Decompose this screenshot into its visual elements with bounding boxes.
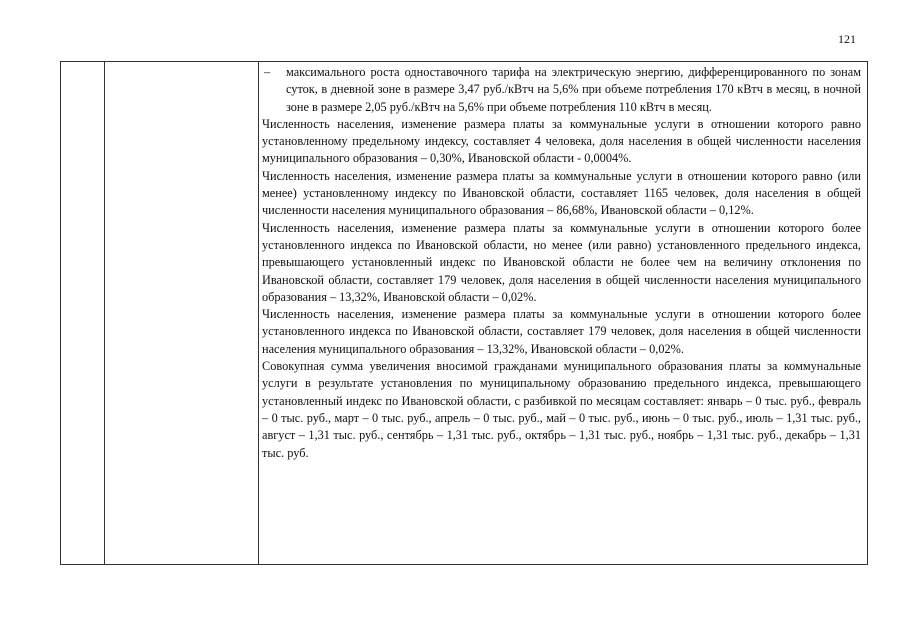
bullet-text: максимального роста одноставочного тарифа на электрическую энергию, дифференцированного по зонам суток, в дневной зоне в размере 3,47 руб./кВтч на 5,6% при объеме потребления 170 кВтч в месяц, в ночной зоне в размере 2,05 руб./кВтч на 5,6% при объеме потребления 110 кВтч в месяц. (286, 65, 861, 114)
paragraph: Численность населения, изменение размера платы за коммунальные услуги в отношении которого равно установленному предельному индексу, составляет 4 человека, доля населения в общей численности населения муниципального образования – 0,30%, Ивановской области - 0,0004%. (262, 116, 861, 166)
bullet-marker: – (264, 65, 271, 79)
paragraph: Численность населения, изменение размера платы за коммунальные услуги в отношении которого равно (или менее) установленному индексу по Ивановской области, составляет 1165 человек, доля населения в общей численности населения муниципального образования – 86,68%, Ивановской области – 0,12%. (262, 168, 861, 218)
table-text-cell (262, 64, 861, 462)
table-column-divider (104, 62, 105, 564)
bullet-item (262, 64, 861, 116)
paragraph: Численность населения, изменение размера платы за коммунальные услуги в отношении которого более установленного индекса по Ивановской области, но менее (или равно) установленного предельного индекса, превышающего установленный индекс по Ивановской области не более чем на величину отклонения по Ивановской области, составляет 179 человек, доля населения в общей численности населения муниципального образования – 13,32%, Ивановской области – 0,02%. (262, 220, 861, 304)
table-column-divider (258, 62, 259, 564)
paragraph: Совокупная сумма увеличения вносимой гражданами муниципального образования платы за коммунальные услуги в результате установления по муниципальному образованию предельного индекса, превышающего установленный индекс по Ивановской области, с разбивкой по месяцам составляет: январь – 0 тыс. руб., февраль – 0 тыс. руб., март – 0 тыс. руб., апрель – 0 тыс. руб., май – 0 тыс. руб., июнь – 0 тыс. руб., июль – 1,31 тыс. руб., август – 1,31 тыс. руб., сентябрь – 1,31 тыс. руб., октябрь – 1,31 тыс. руб., ноябрь – 1,31 тыс. руб., декабрь – 1,31 тыс. руб. (262, 359, 861, 460)
paragraph: Численность населения, изменение размера платы за коммунальные услуги в отношении которого более установленного индекса по Ивановской области, составляет 179 человек, доля населения в общей численности населения муниципального образования – 13,32%, Ивановской области – 0,02%. (262, 307, 861, 356)
page-number: 121 (838, 32, 856, 46)
document-table (60, 61, 868, 565)
